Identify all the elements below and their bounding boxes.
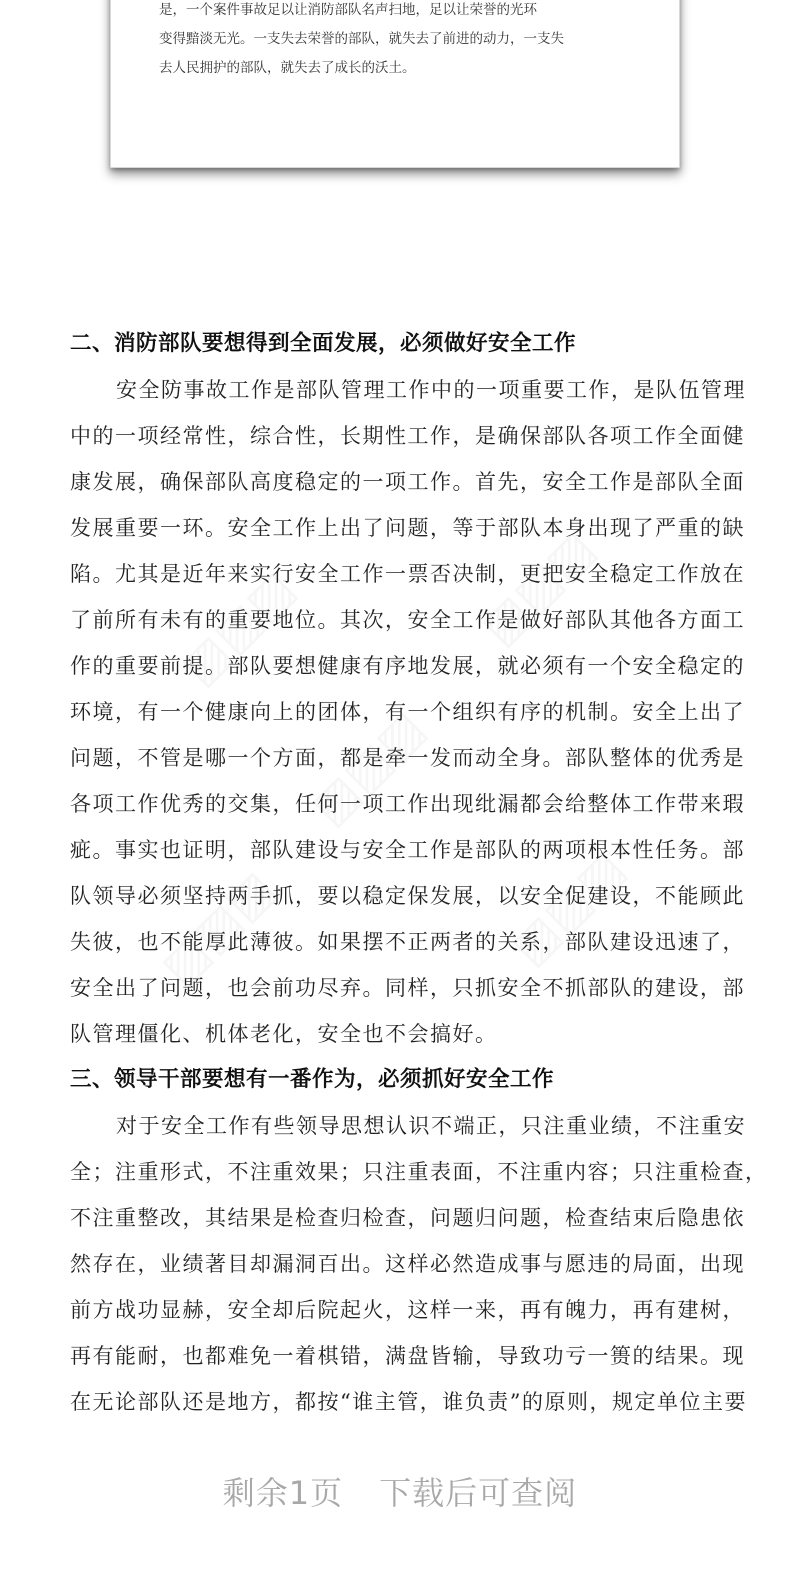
paragraph-line: 问题，不管是哪一个方面，都是牵一发而动全身。部队整体的优秀是 [70, 746, 745, 770]
paragraph-line: 安全出了问题，也会前功尽弃。同样，只抓安全不抓部队的建设，部 [70, 976, 745, 1000]
paragraph-line: 失彼，也不能厚此薄彼。如果摆不正两者的关系，部队建设迅速了， [70, 930, 745, 954]
section-heading: 二、消防部队要想得到全面发展，必须做好安全工作 [70, 331, 577, 356]
section-paragraph [24, 1103, 768, 1425]
paragraph-line: 安全防事故工作是部队管理工作中的一项重要工作，是队伍管理 [116, 378, 746, 402]
document-body [24, 321, 768, 1425]
paragraph-line: 作的重要前提。部队要想健康有序地发展，就必须有一个安全稳定的 [70, 654, 745, 678]
paragraph-line: 不注重整改，其结果是检查归检查，问题归问题，检查结束后隐患依 [70, 1206, 745, 1230]
preview-line: 变得黯淡无光。一支失去荣誉的部队，就失去了前进的动力，一支失 [159, 31, 564, 47]
preview-line: 去人民拥护的部队，就失去了成长的沃土。 [159, 60, 416, 76]
remaining-pages-notice[interactable] [0, 1468, 800, 1514]
remaining-pages-label: 剩余1页 [222, 1474, 344, 1512]
paragraph-line: 疵。事实也证明，部队建设与安全工作是部队的两项根本性任务。部 [70, 838, 745, 862]
paragraph-line: 康发展，确保部队高度稳定的一项工作。首先，安全工作是部队全面 [70, 470, 745, 494]
paragraph-line: 各项工作优秀的交集，任何一项工作出现纰漏都会给整体工作带来瑕 [70, 792, 745, 816]
paragraph-line: 全；注重形式，不注重效果；只注重表面，不注重内容；只注重检查， [70, 1160, 768, 1184]
paragraph-line: 环境，有一个健康向上的团体，有一个组织有序的机制。安全上出了 [70, 700, 745, 724]
preview-text-block [159, 0, 639, 83]
section-heading: 三、领导干部要想有一番作为，必须抓好安全工作 [70, 1067, 555, 1092]
paragraph-line: 队管理僵化、机体老化，安全也不会搞好。 [70, 1022, 498, 1046]
preview-line: 是，一个案件事故足以让消防部队名声扫地，足以让荣誉的光环 [159, 2, 537, 18]
paragraph-line: 发展重要一环。安全工作上出了问题，等于部队本身出现了严重的缺 [70, 516, 745, 540]
paragraph-line: 中的一项经常性，综合性，长期性工作，是确保部队各项工作全面健 [70, 424, 745, 448]
section-paragraph [24, 367, 760, 1057]
paragraph-line: 再有能耐，也都难免一着棋错，满盘皆输，导致功亏一篑的结果。现 [70, 1344, 745, 1368]
download-to-view-label: 下载后可查阅 [379, 1474, 578, 1512]
paragraph-line: 了前所有未有的重要地位。其次，安全工作是做好部队其他各方面工 [70, 608, 745, 632]
paragraph-line: 陷。尤其是近年来实行安全工作一票否决制，更把安全稳定工作放在 [70, 562, 745, 586]
paragraph-line: 前方战功显赫，安全却后院起火，这样一来，再有魄力，再有建树， [70, 1298, 745, 1322]
paragraph-line: 在无论部队还是地方，都按“谁主管，谁负责”的原则，规定单位主要 [70, 1390, 747, 1414]
preview-page-card [110, 0, 680, 168]
paragraph-line: 对于安全工作有些领导思想认识不端正，只注重业绩，不注重安 [116, 1114, 746, 1138]
paragraph-line: 队领导必须坚持两手抓，要以稳定保发展，以安全促建设，不能顾此 [70, 884, 745, 908]
paragraph-line: 然存在，业绩著目却漏洞百出。这样必然造成事与愿违的局面，出现 [70, 1252, 745, 1276]
